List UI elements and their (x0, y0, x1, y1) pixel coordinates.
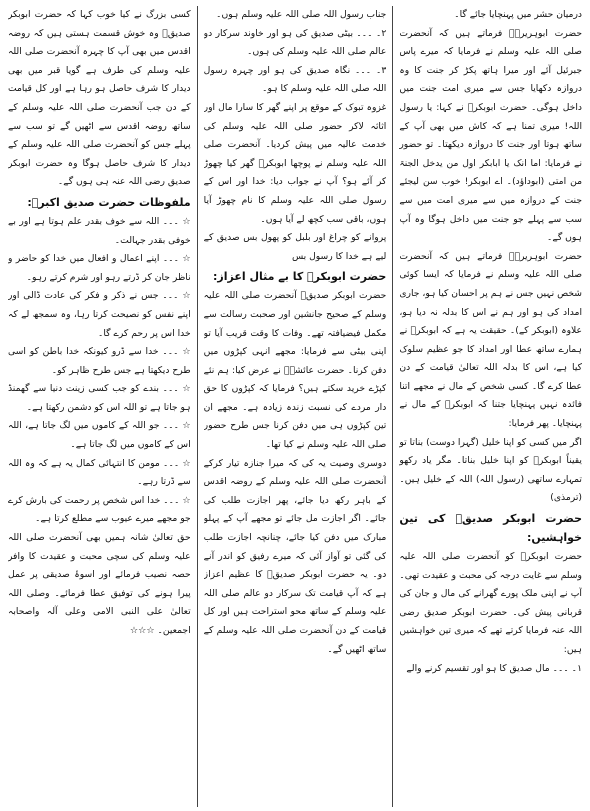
paragraph: ☆ ۔۔۔ خدا سے ڈرو کیونکہ خدا باطن کو اسی طرح دیکھتا ہے جس طرح ظاہر کو۔ (7, 346, 191, 376)
paragraph: ☆ ۔۔۔ اللہ سے خوف بقدر علم ہوتا ہے اور بے خوفی بقدر جہالت۔ (7, 215, 191, 246)
paragraph: حضرت ابوہریرہؓ فرماتے ہیں کہ آنحضرت صلی اللہ علیہ وسلم نے فرمایا کہ ایسا کوئی شخص نہیں جس نے ہم پر احسان کیا ہو، جاری امداد کی ہو اور ہم نے اس کا بدلہ نہ دیا ہو، علاوہ (ابوبکر کے)۔ حقیقت یہ ہے کہ ابوبکرؓ نے ہمارے ساتھ عطا اور امداد کا جو عظیم سلوک کیا ہے، اس کا بدلہ اللہ تعالیٰ قیامت کے دن عطا کرے گا۔ کسی شخص کے مال نے مجھے اتنا فائدہ نہیں پہنچایا جتنا کہ ابوبکرؓ کے مال نے پہنچایا۔ پھر فرمایا: (399, 250, 582, 430)
paragraph: غزوہ تبوک کے موقع پر اپنے گھر کا سارا مال اور اثاثہ لاکر حضور صلی اللہ علیہ وسلم کی خدمت عالیہ میں پیش کردیا۔ آنحضرت صلی اللہ علیہ وسلم نے پوچھا ابوبکرؓ گھر کیا چھوڑ کر آئے ہو؟ آپ نے جواب دیا: خدا اور اس کے رسول صلی اللہ علیہ وسلم کا نام چھوڑ آیا ہوں، باقی سب کچھ لے آیا ہوں۔ (203, 101, 387, 225)
section-heading: حضرت ابوبکرؓ کا بے مثال اعزاز: (213, 270, 387, 284)
paragraph: حضرت ابوبکر صدیقؓ آنحضرت صلی اللہ علیہ وسلم کے صحیح جانشین اور صحبت رسالت سے مکمل فیضیافتہ تھے۔ وفات کا وقت قریب آیا تو اپنی بیٹی سے فرمایا: مجھے انہی کپڑوں میں دفن کرنا۔ حضرت عائشہؓ نے عرض کیا: ہم نئے کپڑے خرید سکتے ہیں؟ فرمایا کہ کپڑوں کا حق دار مردے کی نسبت زندہ زیادہ ہے۔ مجھے ان تین کپڑوں ہی میں دفن کرنا جس طرح حضور صلی اللہ علیہ وسلم نے کیا تھا۔ (203, 290, 387, 451)
paragraph: ۲۔ ۔۔۔ بیٹی صدیق کی ہو اور خاوند سرکار دو عالم صلی اللہ علیہ وسلم کی ہوں۔ (203, 27, 387, 58)
paragraph: اگر میں کسی کو اپنا خلیل (گہرا دوست) بناتا تو یقیناً ابوبکرؓ کو اپنا خلیل بناتا۔ مگر یاد رکھو تمہارے ساتھی (رسول اللہ) اللہ کے خلیل ہیں۔ (ترمذی) (399, 436, 582, 504)
column-middle (204, 6, 387, 807)
column-divider (392, 6, 393, 807)
paragraph: حضرت ابوبکرؓ کو آنحضرت صلی اللہ علیہ وسلم سے غایت درجہ کی محبت و عقیدت تھی۔ آپ نے اپنی ملک پورے گھرانے کی مال و جان کی قربانی پیش کی۔ حضرت ابوبکر صدیق رضی اللہ عنہ فرمایا کرتے تھے کہ میری تین خواہشیں ہیں: (399, 551, 582, 655)
paragraph: کسی بزرگ نے کیا خوب کہا کہ حضرت ابوبکر صدیقؓ وہ خوش قسمت ہستی ہیں کہ روضہ اقدس میں بھی آپ کا چہرہ آنحضرت صلی اللہ علیہ وسلم کی طرف ہے گویا قبر میں بھی دیدار کا شرف حاصل ہو رہا ہے اور کل قیامت کے دن جب آنحضرت صلی اللہ علیہ وسلم کے ساتھ روضہ اقدس سے اٹھیں گے تو سب سے پہلے جس کو آنحضرت صلی اللہ علیہ وسلم کے دیدار کا شرف حاصل ہوگا وہ حضرت ابوبکر صدیق رضی اللہ عنہ ہی ہوں گے۔ (7, 9, 191, 188)
paragraph: ☆ ۔۔۔ بندے کو جب کسی زینت دنیا سے گھمنڈ ہو جاتا ہے تو اللہ اس کو دشمن رکھتا ہے۔ (7, 383, 191, 413)
paragraph: دوسری وصیت یہ کی کہ میرا جنازہ تیار کرکے آنحضرت صلی اللہ علیہ وسلم کے روضہ اقدس کے باہر رکھ دیا جائے، پھر اجازت طلب کی جائے۔ اگر اجازت مل جائے تو مجھے آپ کے پہلو مبارک میں دفن کیا جائے، چنانچہ اجازت طلب کی گئی تو آواز آئی کہ میرے رفیق کو اندر آنے دو۔ یہ حضرت ابوبکر صدیقؓ کا عظیم اعزاز ہے کہ آپ قیامت تک سرکار دو عالم صلی اللہ علیہ وسلم کے ساتھ محو استراحت ہیں اور کل قیامت کے دن آنحضرت صلی اللہ علیہ وسلم کے ساتھ اٹھیں گے۔ (203, 457, 387, 655)
paragraph: درمیان حشر میں پہنچایا جائے گا۔ (454, 9, 582, 20)
paragraph: جناب رسول اللہ صلی اللہ علیہ وسلم ہوں۔ (216, 9, 387, 20)
column-divider (197, 6, 198, 807)
column-right (399, 6, 582, 807)
section-heading: حضرت ابوبکر صدیقؓ کی تین خواہشیں: (399, 512, 582, 545)
paragraph: ☆ ۔۔۔ جس نے ذکر و فکر کی عادت ڈالی اور اپنے نفس کو نصیحت کرتا رہا، وہ سمجھ لے کہ خدا اس پر رحم کرے گا۔ (7, 290, 191, 339)
paragraph: ☆ ۔۔۔ خدا اس شخص پر رحمت کی بارش کرے جو مجھے میرے عیوب سے مطلع کرتا ہے۔ (7, 494, 191, 525)
paragraph: پروانے کو چراغ اور بلبل کو پھول بس صدیق کے لیے ہے خدا کا رسول بس (203, 232, 387, 262)
paragraph: ☆ ۔۔۔ مومن کا انتہائی کمال یہ ہے کہ وہ اللہ سے ڈرتا رہے۔ (7, 457, 191, 488)
column-left (8, 6, 191, 807)
paragraph: ☆ ۔۔۔ اپنے اعمال و افعال میں خدا کو حاضر و ناظر جان کر ڈرتے رہو اور شرم کرتے رہو۔ (7, 253, 191, 283)
paragraph: ۱۔ ۔۔۔ مال صدیق کا ہو اور تقسیم کرنے والے (406, 662, 582, 674)
paragraph: حضرت ابوہریرہؓ فرماتے ہیں کہ آنحضرت صلی اللہ علیہ وسلم نے فرمایا کہ میرے پاس جبرئیل آئے اور میرا ہاتھ پکڑ کر جنت کا وہ دروازہ دکھایا جس سے میری امت جنت میں داخل ہوگی۔ حضرت ابوبکرؓ نے کہا: یا رسول اللہ! میری تمنا ہے کہ کاش میں بھی آپ کے ساتھ ہوتا اور جنت کا دروازہ دیکھتا۔ تو حضور نے فرمایا: اما انک یا ابابکر اول من یدخل الجنۃ من امتی (ابوداؤد)۔ اے ابوبکر! خوب سن لیجئے جنت کے دروازہ میں سے میری امت میں سے سب سے پہلے جو جنت میں داخل ہوگا وہ آپ ہوں گے۔ (399, 27, 582, 244)
paragraph: حق تعالیٰ شانہ ہمیں بھی آنحضرت صلی اللہ علیہ وسلم کی سچی محبت و عقیدت کا وافر حصہ نصیب فرمائے اور اسوۂ صدیقی پر عمل پیرا ہونے کی توفیق عطا فرمائے۔ وصلی اللہ تعالیٰ علی النبی الامی وعلی آلہ واصحابہ اجمعین۔ ☆☆☆ (7, 532, 191, 636)
section-heading: ملفوظات حضرت صدیق اکبرؓ: (27, 195, 191, 209)
paragraph: ۳۔ ۔۔۔ نگاہ صدیق کی ہو اور چہرہ رسول اللہ صلی اللہ علیہ وسلم کا ہو۔ (203, 64, 387, 95)
paragraph: ☆ ۔۔۔ جو اللہ کے کاموں میں لگ جاتا ہے، اللہ اس کے کاموں میں لگ جاتا ہے۔ (7, 420, 191, 451)
